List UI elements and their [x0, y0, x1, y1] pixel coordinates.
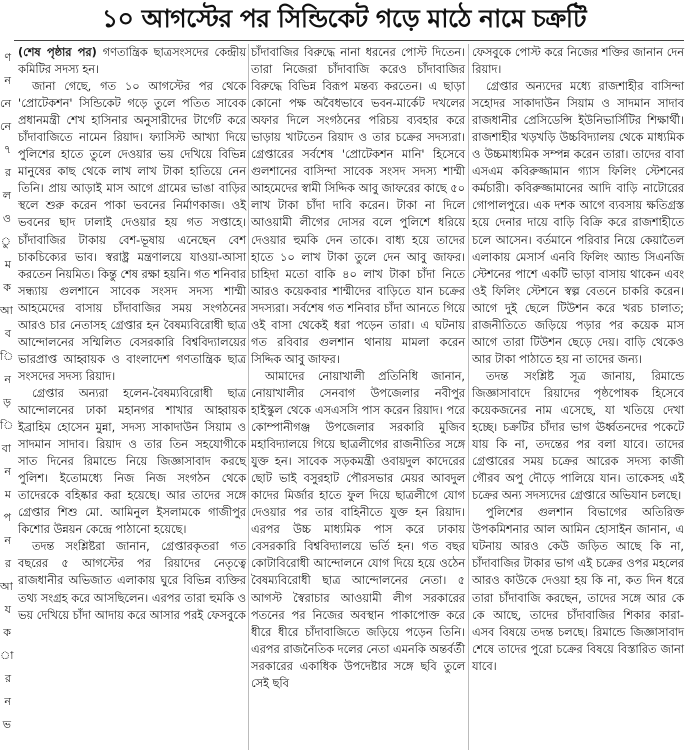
edge-text: ি: [0, 350, 14, 363]
edge-text: ন: [4, 74, 11, 87]
column-divider: [248, 44, 249, 750]
edge-text: ম: [4, 258, 11, 271]
edge-text: য: [4, 603, 11, 616]
edge-text: ু: [0, 235, 11, 248]
paragraph: গ্রেপ্তার অন্যরা হলেন-বৈষম্যবিরোধী ছাত্র আন্দোলনের ঢাকা মহানগর শাখার আহ্বায়ক ইব্রাহিম হোসেন মুন্না, সদস্য সাকাদাউন সিয়াম ও সাদমান সাদাব। রিয়াদ ও তার তিন সহযোগীকে সাত দিনের রিমান্ডে নিয়ে জিজ্ঞাসাবাদ করছে পুলিশ। ইতোমধ্যে নিজ নিজ সংগঠন থেকে তাদেরকে বহিষ্কার করা হয়েছে। আর তাদের সঙ্গে গ্রেপ্তার শিশু মো. আমিনুল ইসলামকে গাজীপুর কিশোর উন্নয়ন কেন্দ্রে পাঠানো হয়েছে।: [18, 386, 246, 537]
edge-text: র: [4, 166, 11, 179]
column-divider: [468, 44, 469, 750]
article-column-3: [472, 44, 684, 750]
edge-text: বা: [1, 442, 11, 455]
edge-text: ম: [4, 488, 11, 501]
paragraph: তদন্ত সংশ্লিষ্টরা জানান, গ্রেপ্তারকৃতরা গত বছরের ৫ আগস্টের পর রিয়াদের নেতৃত্বে রাজধানীর অভিজাত এলাকায় ঘুরে বিভিন্ন ব্যক্তির তথ্য সংগ্রহ করে আসছিলেন। এরপর তারা হুমকি ও ভয় দেখিয়ে চাঁদা আদায় করে আসার পরই ফেসবুকে: [18, 540, 246, 622]
edge-text: র: [4, 672, 11, 685]
paragraph: গ্রেপ্তার অন্যদের মধ্যে রাজশাহীর বাসিন্দা সহোদর সাকাদাউন সিয়াম ও সাদমান সাদাব রাজধানীর প্রেসিডেন্সি ইউনিভার্সিটির শিক্ষার্থী। রাজশাহীর খড়খড়ি উচ্চবিদ্যালয় থেকে মাধ্যমিক ও উচ্চমাধ্যমিক সম্পন্ন করেন তারা। তাদের বাবা এসএম কবিরুজ্জামান গ্যাস ফিলিং স্টেশনের কর্মচারী। কবিরুজ্জামানের আদি বাড়ি নাটোরের গোপালপুরে। এক দশক আগে ব্যবসায় ক্ষতিগ্রস্ত হয়ে দেনার দায়ে বাড়ি বিক্রি করে রাজশাহীতে চলে আসেন। বর্তমানে পরিবার নিয়ে কেয়াতৈল এলাকায় মেসার্স এনবি ফিলিং অ্যান্ড সিএনজি স্টেশনের পাশে একটি ভাড়া বাসায় থাকেন এবং ওই ফিলিং স্টেশনে স্বল্প বেতনে চাকরি করেন। আগে দুই ছেলে টিউশন করে খরচ চালাত; রাজনীতিতে জড়িয়ে পড়ার পর কয়েক মাস আগে তারা টিউশন ছেড়ে দেয়। বাড়ি থেকেও আর টাকা পাঠাতে হয় না তাদের জন্য।: [472, 80, 684, 366]
edge-text: ণ: [4, 51, 11, 64]
edge-text: ক: [3, 626, 11, 639]
edge-text: ন: [4, 373, 11, 386]
edge-text: নে: [0, 97, 12, 110]
headline: ১০ আগস্টের পর সিন্ডিকেট গড়ে মাঠে নামে চক্রটি: [101, 3, 587, 33]
edge-text: ল: [2, 189, 11, 202]
edge-text: ি: [0, 419, 14, 432]
edge-text: ও: [2, 212, 11, 225]
paragraph: পুলিশের গুলশান বিভাগের অতিরিক্ত উপকমিশনার আল আমিন হোসাইন জানান, এ ঘটনায় আরও কেউ জড়িত আছে কি না, চাঁদাবাজির টাকার ভাগ এই চক্রের ওপর মহলের আরও কাউকে দেওয়া হয় কি না, কত দিন ধরে তারা চাঁদাবাজি করছেন, তাদের সঙ্গে আর কে কে আছে, তাদের চাঁদাবাজির শিকার কারা- এসব বিষয়ে তদন্ত চলছে। রিমান্ডে জিজ্ঞাসাবাদ শেষে তাদের পুরো চক্রের বিষয়ে বিস্তারিত জানা যাবে।: [472, 506, 684, 673]
edge-text: র: [4, 557, 11, 570]
edge-text: া: [0, 649, 14, 662]
paragraph: আমাদের নোয়াখালী প্রতিনিধি জানান, নোয়াখালীর সেনবাগ উপজেলার নবীপুর হাইস্কুল থেকে এসএসসি পাস করেন রিয়াদ। পরে কোম্পানীগঞ্জ উপজেলার সরকারি মুজিব মহাবিদ্যালয়ে গিয়ে ছাত্রলীগের রাজনীতির সঙ্গে যুক্ত হন। সাবেক সড়কমন্ত্রী ওবায়দুল কাদেরের ছোট ভাই বসুরহাট পৌরসভার মেয়র আবদুল কাদের মির্জার হাতে ফুল দিয়ে ছাত্রলীগে যোগ দেওয়ার পর তার বাহিনীতে যুক্ত হন রিয়াদ। এরপর উচ্চ মাধ্যমিক পাস করে ঢাকায় বেসরকারি বিশ্ববিদ্যালয়ে ভর্তি হন। গত বছর কোটাবিরোধী আন্দোলনে যোগ দিয়ে হয়ে ওঠেন বৈষম্যবিরোধী ছাত্র আন্দোলনের নেতা। ৫ আগস্ট স্বৈরাচার আওয়ামী লীগ সরকারের পতনের পর নিজের অবস্থান পাকাপোক্ত করে ধীরে ধীরে চাঁদাবাজিতে জড়িয়ে পড়েন তিনি। এরপর রাজনৈতিক দলের নেতা এমনকি অন্তর্বর্তী সরকারের একাধিক উপদেষ্টার সঙ্গে ছবি তুলে সেই ছবি: [251, 369, 465, 690]
paragraph: তদন্ত সংশ্লিষ্ট সূত্র জানায়, রিমান্ডে জিজ্ঞাসাবাদে রিয়াদের পৃষ্ঠপোষক হিসেবে কয়েকজনের নাম এসেছে, যা খতিয়ে দেখা হচ্ছে। চক্রটির চাঁদার ভাগ ঊর্ধ্বতনদের পকেটে যায় কি না, তদন্তের পর বলা যাবে। তাদের গ্রেপ্তারের সময় চক্রের আরেক সদস্য কাজী গৌরব অপু দৌড়ে পালিয়ে যান। তাকেসহ এই চক্রের অন্য সদস্যদের গ্রেপ্তারে অভিযান চলছে।: [472, 369, 684, 503]
edge-text: নে: [0, 120, 12, 133]
edge-text: আ: [0, 304, 13, 317]
edge-text: ড়: [3, 396, 11, 409]
paragraph: ফেসবুকে পোস্ট করে নিজের শক্তির জানান দেন রিয়াদ।: [472, 46, 684, 77]
edge-text: আ: [0, 580, 13, 593]
article-column-1: [18, 44, 246, 750]
edge-text: ন: [4, 695, 11, 708]
edge-text: ভ: [2, 718, 11, 731]
lead-paragraph: [18, 44, 246, 78]
edge-text: ৭: [3, 143, 11, 156]
continuation-marker: (শেষ পৃষ্ঠার পর): [18, 46, 97, 59]
paragraph: জানা গেছে, গত ১০ আগস্টের পর থেকে 'প্রোটেকশন' সিন্ডিকেট গড়ে তুলে পতিত সাবেক প্রধানমন্ত্রী শেখ হাসিনার অনুসারীদের টার্গেট করে চাঁদাবাজিতে নামেন রিয়াদ। ফ্যাসিস্ট আখ্যা দিয়ে পুলিশের হাতে তুলে দেওয়ার ভয় দেখিয়ে বিভিন্ন মানুষের কাছ থেকে লাখ লাখ টাকা হাতিয়ে নেন তিনি। প্রায় আড়াই মাস আগে গ্রামের ভাঙা বাড়ির স্থলে শুরু করেন পাকা ভবনের নির্মাণকাজ। ওই ভবনের ছাদ ঢালাই দেওয়ার হয় গত সপ্তাহে। চাঁদাবাজির টাকায় বেশ-ভূষায় এনেছেন বেশ চাকচিক্যের ভাব। স্বরাষ্ট্র মন্ত্রণালয়ে যাওয়া-আসা করতেন নিয়মিত। কিন্তু শেষ রক্ষা হয়নি। গত শনিবার সন্ধ্যায় গুলশানে সাবেক সংসদ সদস্য শাম্মী আহমেদের বাসায় চাঁদাবাজির সময় সংগঠনের আরও চার নেতাসহ গ্রেপ্তার হন বৈষম্যবিরোধী ছাত্র আন্দোলনের সম্মিলিত বেসরকারি বিশ্ববিদ্যালয়ের ভারপ্রাপ্ত আহ্বায়ক ও বাংলাদেশ গণতান্ত্রিক ছাত্র সংসদের সদস্য রিয়াদ।: [18, 80, 246, 383]
edge-text: ন: [4, 465, 11, 478]
edge-text: প: [3, 511, 11, 524]
edge-text: ন: [4, 534, 11, 547]
lead-text: গণতান্ত্রিক ছাত্রসংসদের কেন্দ্রীয় কমিটির সদস্য হন।: [18, 46, 246, 77]
article-column-2: [251, 44, 465, 750]
paragraph: চাঁদাবাজির বিরুদ্ধে নানা ধরনের পোস্ট দিতেন। তারা নিজেরা চাঁদাবাজি করেও চাঁদাবাজির বিরুদ্ধে বিভিন্ন বিরূপ মন্তব্য করতেন। এ ছাড়া কোনো পক্ষ অবৈধভাবে ভবন-মার্কেট দখলের অফার দিলে সংগঠনের পরিচয় ব্যবহার করে ভাড়ায় খাটতেন রিয়াদ ও তার চক্রের সদস্যরা। গ্রেপ্তারের সর্বশেষ 'প্রোটেকশন মানি' হিসেবে গুলশানের বাসিন্দা সাবেক সংসদ সদস্য শাম্মী আহমেদের স্বামী সিদ্দিক আবু জাফরের কাছে ৫০ লাখ টাকা চাঁদা দাবি করেন। টাকা না দিলে আওয়ামী লীগের দোসর বলে পুলিশে ধরিয়ে দেওয়ার হুমকি দেন তাকে। বাধ্য হয়ে তাদের হাতে ১০ লাখ টাকা তুলে দেন আবু জাফর। চাহিদা মতো বাকি ৪০ লাখ টাকা চাঁদা নিতে আরও কয়েকবার শাম্মীদের বাড়িতে যান চক্রের সদস্যরা। সর্বশেষ গত শনিবার চাঁদা আনতে গিয়ে ওই বাসা থেকেই ধরা পড়েন তারা। এ ঘটনায় গত রবিবার গুলশান থানায় মামলা করেন সিদ্দিক আবু জাফর।: [251, 46, 465, 366]
adjacent-column-fragment: [0, 46, 12, 746]
edge-text: ক: [3, 281, 11, 294]
edge-text: ব: [4, 327, 11, 340]
headline-rule: [14, 40, 684, 41]
